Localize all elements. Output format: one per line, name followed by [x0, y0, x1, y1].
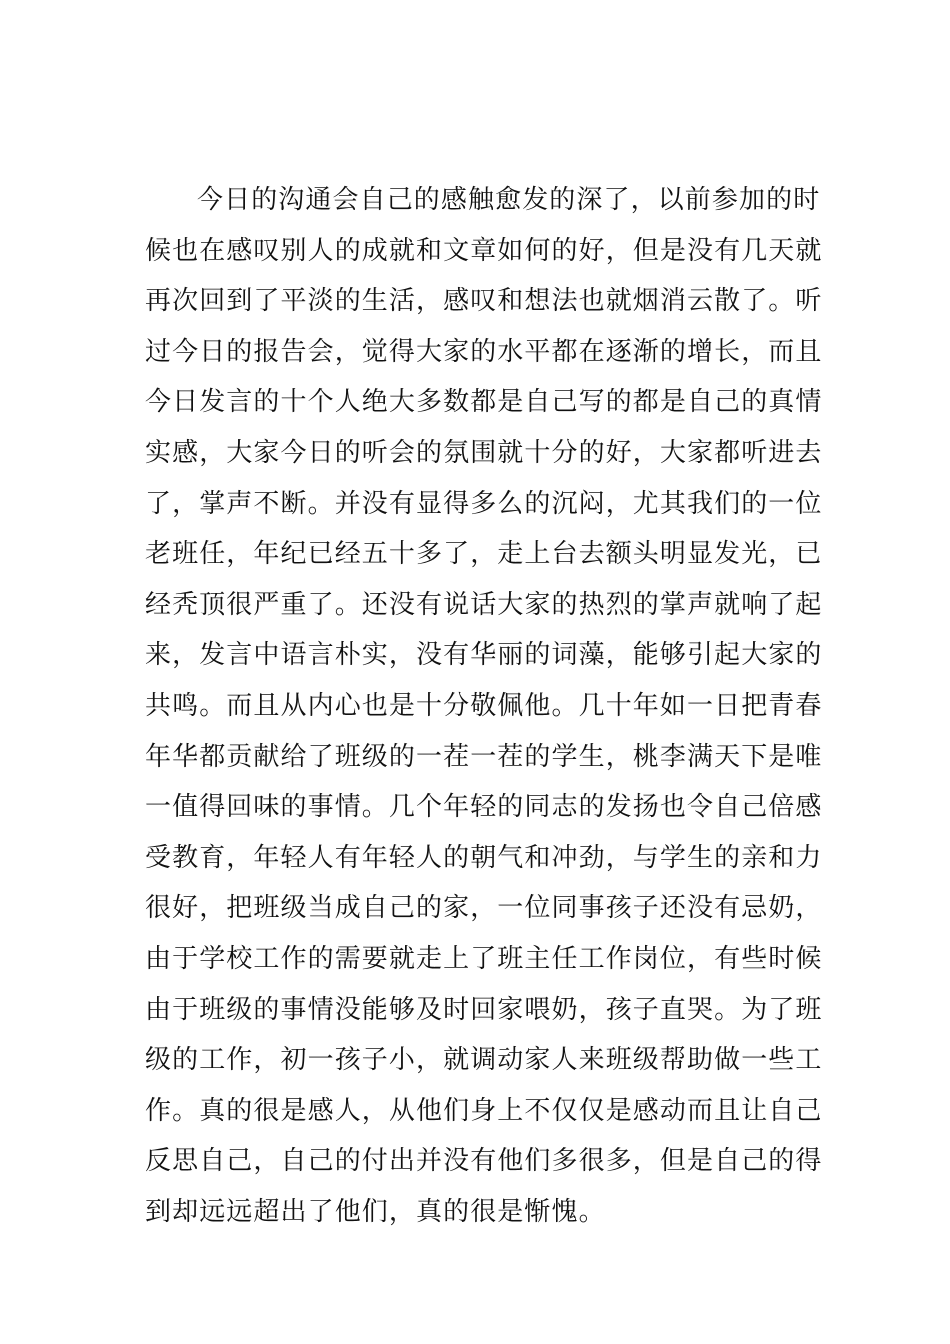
paragraph-line: 年华都贡献给了班级的一茬一茬的学生，桃李满天下是唯: [145, 741, 823, 772]
paragraph-line: 受教育，年轻人有年轻人的朝气和冲劲，与学生的亲和力: [145, 842, 823, 873]
body-paragraph: [145, 175, 823, 1237]
paragraph-line: 再次回到了平淡的生活，感叹和想法也就烟消云散了。听: [145, 286, 823, 317]
paragraph-line: 今日发言的十个人绝大多数都是自己写的都是自己的真情: [145, 387, 823, 418]
paragraph-line: 了，掌声不断。并没有显得多么的沉闷，尤其我们的一位: [145, 488, 823, 519]
paragraph-line: 候也在感叹别人的成就和文章如何的好，但是没有几天就: [145, 235, 823, 266]
paragraph-line: 经秃顶很严重了。还没有说话大家的热烈的掌声就响了起: [145, 589, 823, 620]
paragraph-line: 作。真的很是感人，从他们身上不仅仅是感动而且让自己: [145, 1095, 823, 1126]
paragraph-line: 来，发言中语言朴实，没有华丽的词藻，能够引起大家的: [145, 640, 823, 671]
paragraph-line: 由于学校工作的需要就走上了班主任工作岗位，有些时候: [145, 943, 823, 974]
paragraph-line: 级的工作，初一孩子小，就调动家人来班级帮助做一些工: [145, 1045, 823, 1076]
paragraph-line: 实感，大家今日的听会的氛围就十分的好，大家都听进去: [145, 437, 823, 468]
paragraph-line: 一值得回味的事情。几个年轻的同志的发扬也令自己倍感: [145, 792, 823, 823]
paragraph-line: 反思自己，自己的付出并没有他们多很多，但是自己的得: [145, 1146, 823, 1177]
paragraph-line: 到却远远超出了他们，真的很是惭愧。: [145, 1196, 606, 1227]
paragraph-line: 过今日的报告会，觉得大家的水平都在逐渐的增长，而且: [145, 336, 823, 367]
paragraph-line: 由于班级的事情没能够及时回家喂奶，孩子直哭。为了班: [145, 994, 823, 1025]
paragraph-line: 很好，把班级当成自己的家，一位同事孩子还没有忌奶，: [145, 893, 823, 924]
paragraph-line: 老班任，年纪已经五十多了，走上台去额头明显发光，已: [145, 539, 823, 570]
paragraph-line: 共鸣。而且从内心也是十分敬佩他。几十年如一日把青春: [145, 690, 823, 721]
paragraph-line: 今日的沟通会自己的感触愈发的深了，以前参加的时: [197, 185, 821, 215]
